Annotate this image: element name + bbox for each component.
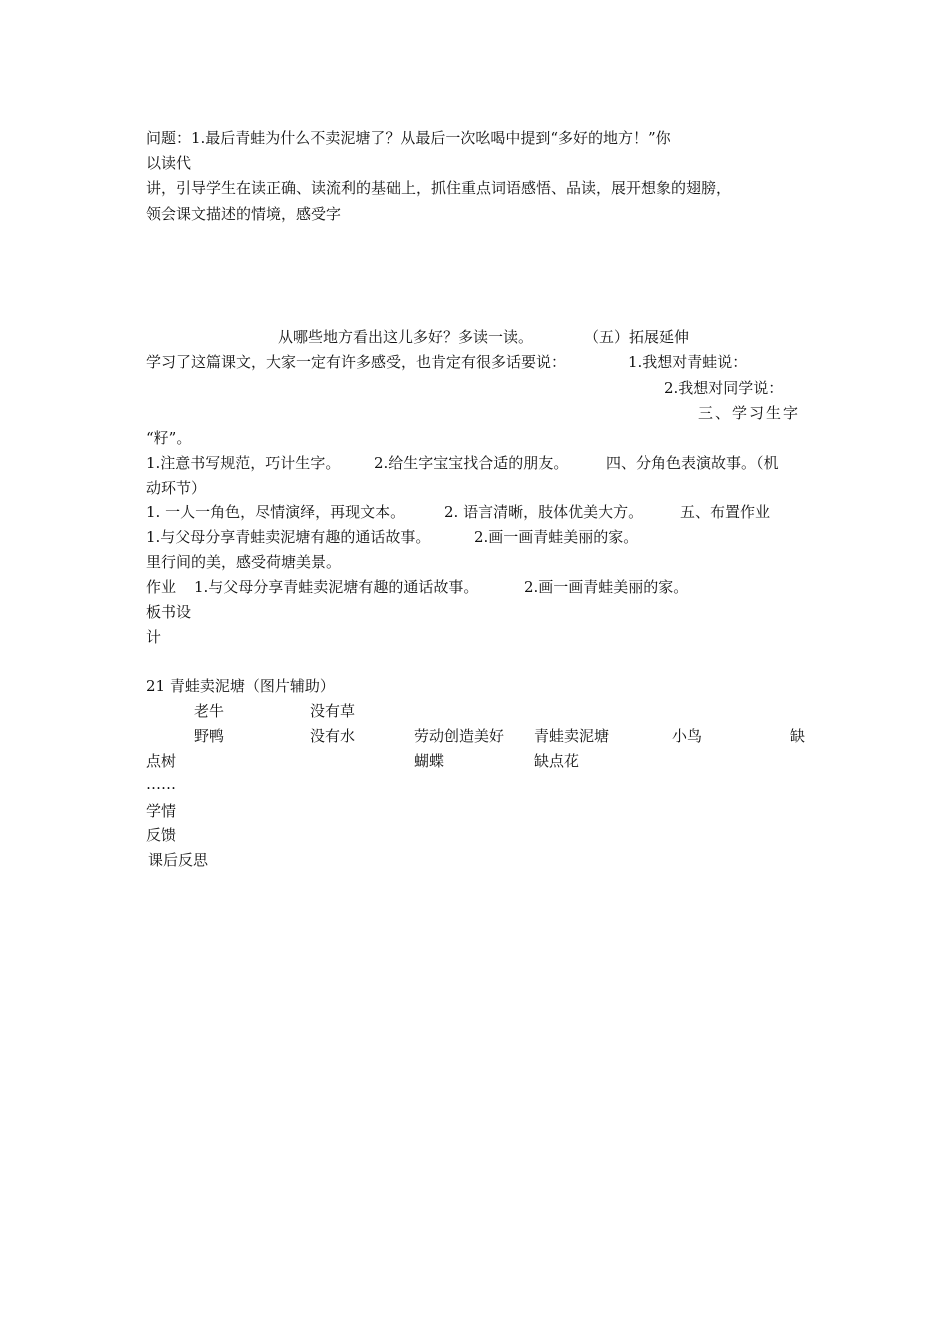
text-line: “籽”。: [146, 429, 192, 447]
board-item: 青蛙卖泥塘: [534, 727, 610, 745]
board-item: 老牛: [194, 702, 225, 720]
text-line: 1.注意书写规范，巧计生字。: [146, 454, 341, 472]
text-line: 从哪些地方看出这儿多好？多读一读。: [278, 328, 534, 346]
text-line: 1. 一人一角色，尽情演绎，再现文本。: [146, 503, 406, 521]
board-item: 小鸟: [672, 727, 703, 745]
text-line: 以读代: [146, 154, 192, 172]
text-line: 学习了这篇课文，大家一定有许多感受，也肯定有很多话要说：: [146, 353, 567, 371]
text-line: 1.与父母分享青蛙卖泥塘有趣的通话故事。: [194, 578, 479, 596]
text-line: 里行间的美，感受荷塘美景。: [146, 553, 342, 571]
board-title: 21 青蛙卖泥塘（图片辅助）: [146, 677, 335, 695]
board-item: 蝴蝶: [414, 752, 445, 770]
board-item: 点树: [146, 752, 177, 770]
text-line: 讲，引导学生在读正确、读流利的基础上，抓住重点词语感悟、品读，展开想象的翅膀，: [146, 179, 732, 197]
text-line: 2. 语言清晰，肢体优美大方。: [444, 503, 644, 521]
label: 课后反思: [148, 851, 209, 869]
text-line: 2.画一画青蛙美丽的家。: [524, 578, 689, 596]
text-line: 领会课文描述的情境，感受字: [146, 205, 342, 223]
board-item: 没有草: [310, 702, 356, 720]
board-item: 没有水: [310, 727, 356, 745]
text-line: 1.与父母分享青蛙卖泥塘有趣的通话故事。: [146, 528, 431, 546]
text-line: 2.画一画青蛙美丽的家。: [474, 528, 639, 546]
section-heading: 四、分角色表演故事。（机: [606, 454, 779, 472]
ellipsis: ……: [146, 775, 176, 793]
label: 计: [146, 628, 162, 646]
label: 作业: [146, 578, 177, 596]
board-item: 劳动创造美好: [414, 727, 505, 745]
board-item: 缺: [790, 727, 806, 745]
section-heading: 三、学习生字: [698, 404, 801, 422]
board-item: 缺点花: [534, 752, 580, 770]
text-line: 1.我想对青蛙说：: [628, 353, 748, 371]
section-heading: （五）拓展延伸: [584, 328, 690, 346]
text-line: 2.我想对同学说：: [664, 379, 784, 397]
question-line: 问题：1.最后青蛙为什么不卖泥塘了？从最后一次吆喝中提到“多好的地方！”你: [146, 129, 671, 147]
text-line: 2.给生字宝宝找合适的朋友。: [374, 454, 569, 472]
board-item: 野鸭: [194, 727, 225, 745]
text-line: 动环节）: [146, 479, 207, 497]
label: 板书设: [146, 603, 192, 621]
label: 学情: [146, 802, 177, 820]
label: 反馈: [146, 826, 177, 844]
section-heading: 五、布置作业: [680, 503, 771, 521]
